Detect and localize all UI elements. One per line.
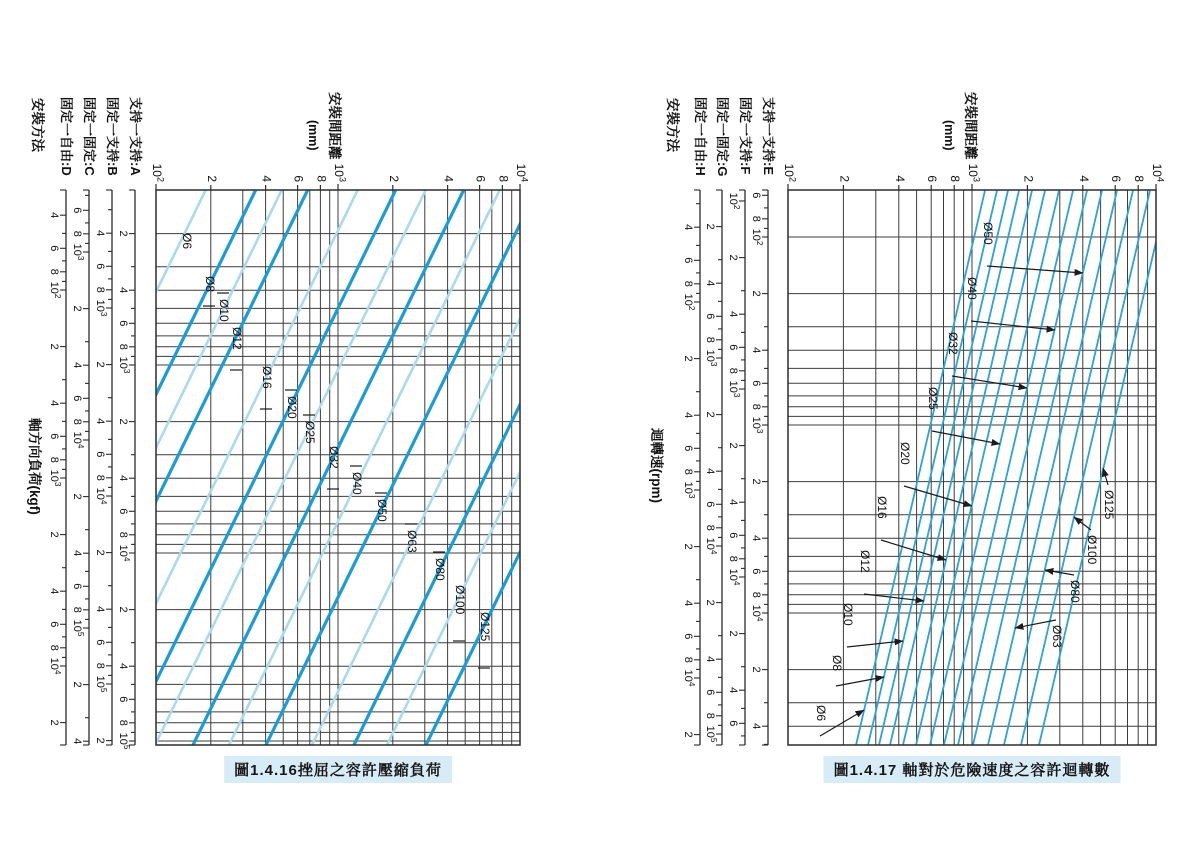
svg-text:2: 2 [837,175,852,182]
svg-text:103: $10^3$ [704,349,719,367]
svg-text:102: $10^2$ [48,281,63,299]
svg-text:2: 2 [727,630,739,637]
svg-text:2: 2 [704,223,716,230]
diameter-line-Ø80 [342,165,637,770]
svg-text:104: $10^4$ [117,544,132,562]
svg-text:104: $10^4$ [682,669,697,687]
svg-text:2: 2 [1021,175,1036,182]
figure-caption-buckling: 圖1.4.16挫屈之容許壓縮負荷 [224,756,452,783]
diameter-line-Ø50 [967,165,1108,770]
mounting-scale-F [727,97,753,745]
svg-text:Ø32: Ø32 [327,446,341,469]
diameter-line-Ø25 [143,165,438,770]
distance-axis [782,164,1166,190]
svg-text:103: $10^3$ [966,163,982,182]
svg-text:固定一自由:D: 固定一自由:D [59,97,74,176]
svg-text:103: $10^3$ [71,243,86,261]
svg-text:8: 8 [71,418,83,425]
diameter-label-Ø63 [1015,620,1064,648]
svg-text:8: 8 [948,175,963,182]
svg-text:6: 6 [925,175,940,182]
distance-axis-unit: (mm) [306,120,320,151]
diameter-label-Ø6 [180,233,194,249]
svg-text:103: $10^3$ [682,481,697,499]
svg-text:2: 2 [704,599,716,606]
svg-text:2: 2 [750,478,762,485]
svg-text:8: 8 [117,343,129,350]
svg-text:8: 8 [682,468,694,475]
svg-text:6: 6 [71,583,83,590]
svg-text:8: 8 [94,662,106,669]
svg-text:Ø100: Ø100 [1085,535,1099,565]
diameter-line-Ø40 [952,165,1093,770]
svg-text:6: 6 [71,207,83,214]
svg-text:6: 6 [682,445,694,452]
leader-Ø25 [932,431,1000,444]
svg-text:4: 4 [704,280,716,287]
svg-text:支持一支持:A: 支持一支持:A [128,97,143,176]
svg-text:4: 4 [682,224,694,231]
svg-text:Ø10: Ø10 [217,299,231,322]
mounting-scale-E [750,97,776,745]
diameter-label-Ø10 [841,603,903,647]
svg-text:Ø25: Ø25 [926,387,940,410]
svg-text:支持一支持:E: 支持一支持:E [761,97,776,176]
svg-text:Ø50: Ø50 [375,499,389,522]
svg-text:8: 8 [71,230,83,237]
svg-text:Ø25: Ø25 [303,421,317,444]
svg-text:2: 2 [727,442,739,449]
svg-text:8: 8 [314,175,329,182]
svg-text:6: 6 [117,508,129,515]
svg-text:8: 8 [727,555,739,562]
svg-text:4: 4 [727,687,739,694]
svg-text:6: 6 [704,313,716,320]
svg-text:6: 6 [750,380,762,387]
svg-text:104: $10^4$ [71,431,86,449]
svg-text:4: 4 [892,175,907,182]
svg-text:Ø63: Ø63 [1050,625,1064,648]
svg-text:103: $10^3$ [332,163,348,182]
svg-text:4: 4 [94,418,106,425]
fig-1-4-16-chart [0,92,709,770]
svg-text:Ø6: Ø6 [814,705,828,722]
svg-text:4: 4 [704,656,716,663]
value-axis-title: 軸方向負荷(kgf) [27,418,42,515]
svg-text:105: $10^5$ [94,675,109,693]
svg-text:105: $10^5$ [704,725,719,743]
diameter-line-Ø80 [998,165,1139,770]
svg-text:8: 8 [750,591,762,598]
svg-text:4: 4 [71,550,83,557]
svg-text:8: 8 [727,367,739,374]
svg-text:4: 4 [750,723,762,730]
diameter-line-Ø16 [897,165,1038,770]
svg-text:104: $10^4$ [727,568,742,586]
distance-axis-title: 安裝間距離 [327,92,342,160]
svg-text:4: 4 [750,535,762,542]
svg-text:6: 6 [473,175,488,182]
svg-text:2: 2 [750,290,762,297]
svg-text:8: 8 [496,175,511,182]
svg-text:6: 6 [750,192,762,199]
svg-text:6: 6 [117,696,129,703]
fig-1-4-17-chart [649,92,1174,770]
svg-text:Ø12: Ø12 [858,550,872,573]
svg-text:6: 6 [682,633,694,640]
svg-text:4: 4 [48,400,60,407]
svg-text:2: 2 [750,666,762,673]
distance-axis-title: 安裝間距離 [963,92,978,160]
svg-text:Ø40: Ø40 [965,277,979,300]
svg-text:8: 8 [117,531,129,538]
leader-Ø10 [847,641,903,647]
svg-text:Ø32: Ø32 [946,332,960,355]
svg-text:2: 2 [71,681,83,688]
svg-text:2: 2 [727,254,739,261]
svg-text:104: $10^4$ [94,487,109,505]
svg-text:8: 8 [94,286,106,293]
svg-text:Ø80: Ø80 [1068,580,1082,603]
svg-text:8: 8 [94,474,106,481]
svg-text:4: 4 [1076,175,1091,182]
svg-text:4: 4 [117,287,129,294]
svg-text:Ø8: Ø8 [203,276,217,293]
svg-text:103: $10^3$ [727,380,742,398]
svg-text:2: 2 [94,737,106,744]
diameter-label-Ø125 [1102,468,1116,520]
svg-text:6: 6 [727,344,739,351]
svg-text:Ø10: Ø10 [841,603,855,626]
svg-text:6: 6 [727,532,739,539]
svg-text:4: 4 [682,412,694,419]
svg-text:105: $10^5$ [71,619,86,637]
svg-text:6: 6 [48,621,60,628]
svg-text:6: 6 [94,451,106,458]
svg-text:104: $10^4$ [514,163,530,182]
svg-text:104: $10^4$ [48,657,63,675]
svg-text:6: 6 [704,689,716,696]
svg-text:Ø40: Ø40 [350,472,364,495]
svg-text:104: $10^4$ [1150,163,1166,182]
svg-text:102: $10^2$ [727,192,742,210]
svg-text:102: $10^2$ [150,163,166,182]
diameter-line-Ø8 [862,165,1003,770]
figure-caption-critical-speed: 圖1.4.17 軸對於危險速度之容許迴轉數 [824,756,1121,783]
svg-text:固定一自由:H: 固定一自由:H [693,97,708,176]
svg-text:Ø6: Ø6 [180,233,194,250]
diameter-line-Ø100 [1015,165,1156,770]
diameter-label-Ø32 [327,446,341,489]
svg-text:104: $10^4$ [750,604,765,622]
svg-text:2: 2 [71,493,83,500]
svg-text:Ø16: Ø16 [260,366,274,389]
svg-text:8: 8 [682,656,694,663]
diameter-line-Ø10 [0,165,294,770]
svg-text:2: 2 [117,418,129,425]
svg-text:8: 8 [704,712,716,719]
svg-text:4: 4 [48,212,60,219]
diameter-label-Ø80 [1045,570,1082,603]
leader-Ø125 [1103,468,1108,485]
svg-text:固定一支持:F: 固定一支持:F [738,97,753,175]
svg-text:8: 8 [48,268,60,275]
diameter-line-Ø25 [924,165,1065,770]
svg-text:103: $10^3$ [48,469,63,487]
svg-text:2: 2 [682,543,694,550]
svg-text:4: 4 [750,347,762,354]
svg-text:103: $10^3$ [117,356,132,374]
svg-text:102: $10^2$ [782,163,798,182]
svg-text:6: 6 [750,568,762,575]
svg-text:103: $10^3$ [94,299,109,317]
mounting-method-title: 安裝方法 [30,98,45,152]
svg-text:Ø16: Ø16 [875,496,889,519]
svg-text:4: 4 [682,600,694,607]
svg-text:6: 6 [48,433,60,440]
svg-text:2: 2 [48,719,60,726]
distance-axis [150,164,530,190]
diameter-label-Ø8 [203,276,217,306]
svg-text:4: 4 [727,499,739,506]
svg-text:2: 2 [48,531,60,538]
svg-text:8: 8 [704,336,716,343]
mounting-scale-G [704,97,730,745]
diameter-label-Ø16 [260,366,274,409]
diameter-line-Ø125 [1033,165,1174,770]
svg-text:102: $10^2$ [750,228,765,246]
svg-text:2: 2 [682,731,694,738]
mounting-scale-H [682,97,708,745]
svg-text:6: 6 [291,175,306,182]
svg-text:2: 2 [94,549,106,556]
svg-text:Ø125: Ø125 [478,612,492,642]
svg-text:2: 2 [117,230,129,237]
value-axis-title: 迴轉速(rpm) [649,428,664,503]
diameter-line-Ø32 [938,165,1079,770]
svg-text:Ø125: Ø125 [1102,490,1116,520]
svg-text:2: 2 [704,411,716,418]
svg-text:103: $10^3$ [750,416,765,434]
svg-text:4: 4 [441,175,456,182]
svg-text:104: $10^4$ [704,537,719,555]
mounting-scale-B [94,97,120,745]
svg-text:固定一固定:G: 固定一固定:G [715,97,730,177]
mounting-scale-A [117,97,143,750]
svg-text:Ø80: Ø80 [433,558,447,581]
svg-text:2: 2 [48,343,60,350]
svg-text:固定一固定:C: 固定一固定:C [82,97,97,176]
svg-text:4: 4 [94,606,106,613]
svg-text:2: 2 [204,175,219,182]
svg-text:Ø50: Ø50 [981,222,995,245]
svg-text:4: 4 [48,588,60,595]
svg-text:6: 6 [71,395,83,402]
svg-text:6: 6 [48,245,60,252]
svg-text:2: 2 [682,355,694,362]
svg-text:6: 6 [94,639,106,646]
svg-text:8: 8 [48,456,60,463]
svg-text:Ø12: Ø12 [230,327,244,350]
svg-text:6: 6 [682,257,694,264]
svg-text:Ø63: Ø63 [405,530,419,553]
svg-text:4: 4 [71,738,83,745]
mounting-scale-D [48,97,74,745]
svg-text:8: 8 [71,606,83,613]
svg-text:4: 4 [71,362,83,369]
svg-text:8: 8 [1132,175,1147,182]
svg-text:6: 6 [1109,175,1124,182]
svg-text:4: 4 [259,175,274,182]
svg-text:固定一支持:B: 固定一支持:B [105,97,120,176]
distance-axis-unit: (mm) [942,120,956,151]
svg-text:4: 4 [94,230,106,237]
diameter-label-Ø12 [230,327,244,370]
svg-text:6: 6 [94,263,106,270]
svg-text:8: 8 [704,524,716,531]
svg-text:8: 8 [750,403,762,410]
svg-text:2: 2 [117,606,129,613]
svg-text:Ø20: Ø20 [898,442,912,465]
svg-text:Ø100: Ø100 [453,585,467,615]
svg-text:8: 8 [48,644,60,651]
svg-text:8: 8 [682,280,694,287]
diameter-label-Ø6 [814,705,864,736]
svg-text:4: 4 [704,468,716,475]
svg-text:2: 2 [386,175,401,182]
svg-text:2: 2 [71,305,83,312]
svg-text:6: 6 [704,501,716,508]
svg-text:4: 4 [117,475,129,482]
mounting-method-title: 安裝方法 [665,98,680,152]
svg-text:4: 4 [117,663,129,670]
svg-text:Ø20: Ø20 [285,396,299,419]
svg-text:102: $10^2$ [682,293,697,311]
svg-text:4: 4 [727,311,739,318]
svg-text:8: 8 [750,215,762,222]
mounting-scale-C [71,97,97,745]
svg-text:6: 6 [727,720,739,727]
svg-text:8: 8 [117,719,129,726]
svg-text:105: $10^5$ [117,732,132,750]
svg-text:Ø8: Ø8 [830,655,844,672]
svg-text:2: 2 [94,361,106,368]
diameter-label-Ø100 [1074,517,1099,565]
diameter-line-Ø100 [375,165,670,770]
svg-text:6: 6 [117,320,129,327]
